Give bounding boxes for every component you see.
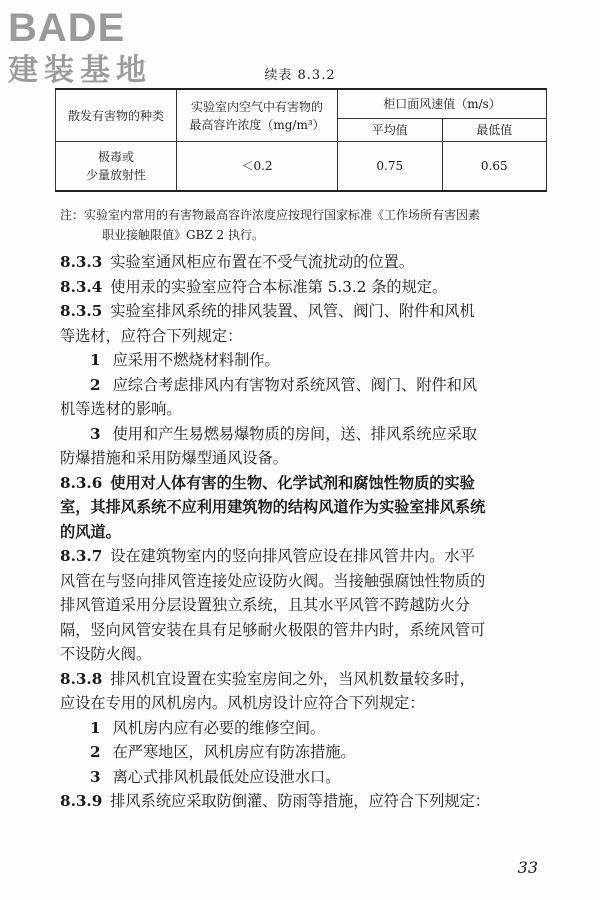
item-text: 在严寒地区，风机房应有防冻措施。 xyxy=(112,743,356,761)
header-substance-type: 散发有害物的种类 xyxy=(56,89,177,142)
clause-text: 排风机宜设置在实验室房间之外，当风机数量较多时， xyxy=(110,669,475,688)
header-velocity: 柜口面风速值（m/s） xyxy=(338,89,547,119)
item-text: 应综合考虑排风内有害物对系统风管、阀门、附件和风 xyxy=(112,375,478,394)
item-number: 3 xyxy=(90,424,101,443)
clause-number: 8.3.4 xyxy=(60,277,103,296)
note-line2: 职业接触限值》GBZ 2 执行。 xyxy=(102,228,265,242)
clause-8-3-5 xyxy=(60,299,550,324)
clause-8-3-4 xyxy=(60,275,550,300)
clause-text: 实验室排风系统的排风装置、风管、阀门、附件和风机 xyxy=(110,302,475,320)
clause-8-3-7-cont: 隔，竖向风管安装在具有足够耐火极限的管井内时，系统风管可 xyxy=(60,620,486,639)
clause-8-3-8 xyxy=(60,667,550,692)
header-minimum: 最低值 xyxy=(442,119,547,142)
list-item xyxy=(60,422,550,447)
clause-text: 使用对人体有害的生物、化学试剂和腐蚀性物质的实验 xyxy=(110,473,475,492)
clause-8-3-6-cont: 室，其排风系统不应利用建筑物的结构风道作为实验室排风系统 xyxy=(60,498,486,516)
list-item xyxy=(60,348,550,373)
item-number: 3 xyxy=(90,767,101,786)
clause-number: 8.3.3 xyxy=(60,253,103,271)
item-number: 1 xyxy=(90,351,101,369)
clause-8-3-7-cont: 不设防火阀。 xyxy=(60,645,152,663)
cell-minimum: 0.65 xyxy=(442,142,547,192)
item-number: 2 xyxy=(90,743,101,761)
header-concentration-line2: 最高容许浓度（mg/m³） xyxy=(189,117,325,132)
clause-8-3-9 xyxy=(60,789,550,814)
cell-type-line2: 少量放射性 xyxy=(85,168,146,182)
cell-type-line1: 极毒或 xyxy=(97,150,134,164)
item-text-cont: 防爆措施和采用防爆型通风设备。 xyxy=(60,449,288,467)
item-text: 离心式排风机最低处应设泄水口。 xyxy=(112,767,341,786)
clause-8-3-7 xyxy=(60,544,550,569)
clause-text: 排风系统应采取防倒灌、防雨等措施，应符合下列规定： xyxy=(110,792,490,810)
item-text: 使用和产生易燃易爆物质的房间，送、排风系统应采取 xyxy=(112,424,478,443)
list-item xyxy=(60,373,550,398)
clause-text: 设在建筑物室内的竖向排风管应设在排风管井内。水平 xyxy=(110,547,475,565)
clause-number: 8.3.6 xyxy=(60,473,103,492)
air-velocity-table xyxy=(55,88,547,192)
clause-8-3-6 xyxy=(60,471,550,496)
clause-number: 8.3.5 xyxy=(60,302,103,320)
list-item xyxy=(60,740,550,765)
page-number: 33 xyxy=(517,858,538,877)
item-text: 风机房内应有必要的维修空间。 xyxy=(112,718,326,737)
clause-8-3-5-cont: 等选材，应符合下列规定： xyxy=(60,326,243,345)
table-title: 续表 8.3.2 xyxy=(264,68,336,83)
clause-8-3-6-cont: 的风道。 xyxy=(60,522,121,541)
clause-8-3-7-cont: 风管在与竖向排风管连接处应设防火阀。当接触强腐蚀性物质的 xyxy=(60,571,486,590)
table-row xyxy=(56,142,547,192)
table-note xyxy=(60,205,550,245)
clause-number: 8.3.8 xyxy=(60,669,103,688)
cell-average: 0.75 xyxy=(338,142,443,192)
list-item xyxy=(60,716,550,741)
cell-substance-type xyxy=(56,142,177,192)
item-number: 2 xyxy=(90,375,101,394)
header-concentration-line1: 实验室内空气中有害物的 xyxy=(190,99,323,114)
header-average: 平均值 xyxy=(338,119,443,142)
item-text: 应采用不燃烧材料制作。 xyxy=(112,351,280,369)
clause-number: 8.3.9 xyxy=(60,792,103,810)
item-number: 1 xyxy=(90,718,101,737)
logo-latin: BADE xyxy=(8,6,126,50)
cell-concentration: ＜0.2 xyxy=(177,142,338,192)
header-max-concentration xyxy=(177,89,338,142)
clause-8-3-8-cont: 应设在专用的风机房内。风机房设计应符合下列规定： xyxy=(60,694,425,712)
logo-chinese: 建装基地 xyxy=(8,53,152,88)
clause-number: 8.3.7 xyxy=(60,547,103,565)
clause-text: 使用汞的实验室应符合本标准第 5.3.2 条的规定。 xyxy=(110,277,448,296)
note-line1: 注：实验室内常用的有害物最高容许浓度应按现行国家标准《工作场所有害因素 xyxy=(60,208,481,222)
clause-text: 实验室通风柜应布置在不受气流扰动的位置。 xyxy=(110,253,415,271)
list-item xyxy=(60,765,550,790)
clause-body xyxy=(60,250,550,814)
clause-8-3-7-cont: 排风管道采用分层设置独立系统，且其水平风管不跨越防火分 xyxy=(60,596,471,614)
clause-8-3-3 xyxy=(60,250,550,275)
item-text-cont: 机等选材的影响。 xyxy=(60,400,182,418)
